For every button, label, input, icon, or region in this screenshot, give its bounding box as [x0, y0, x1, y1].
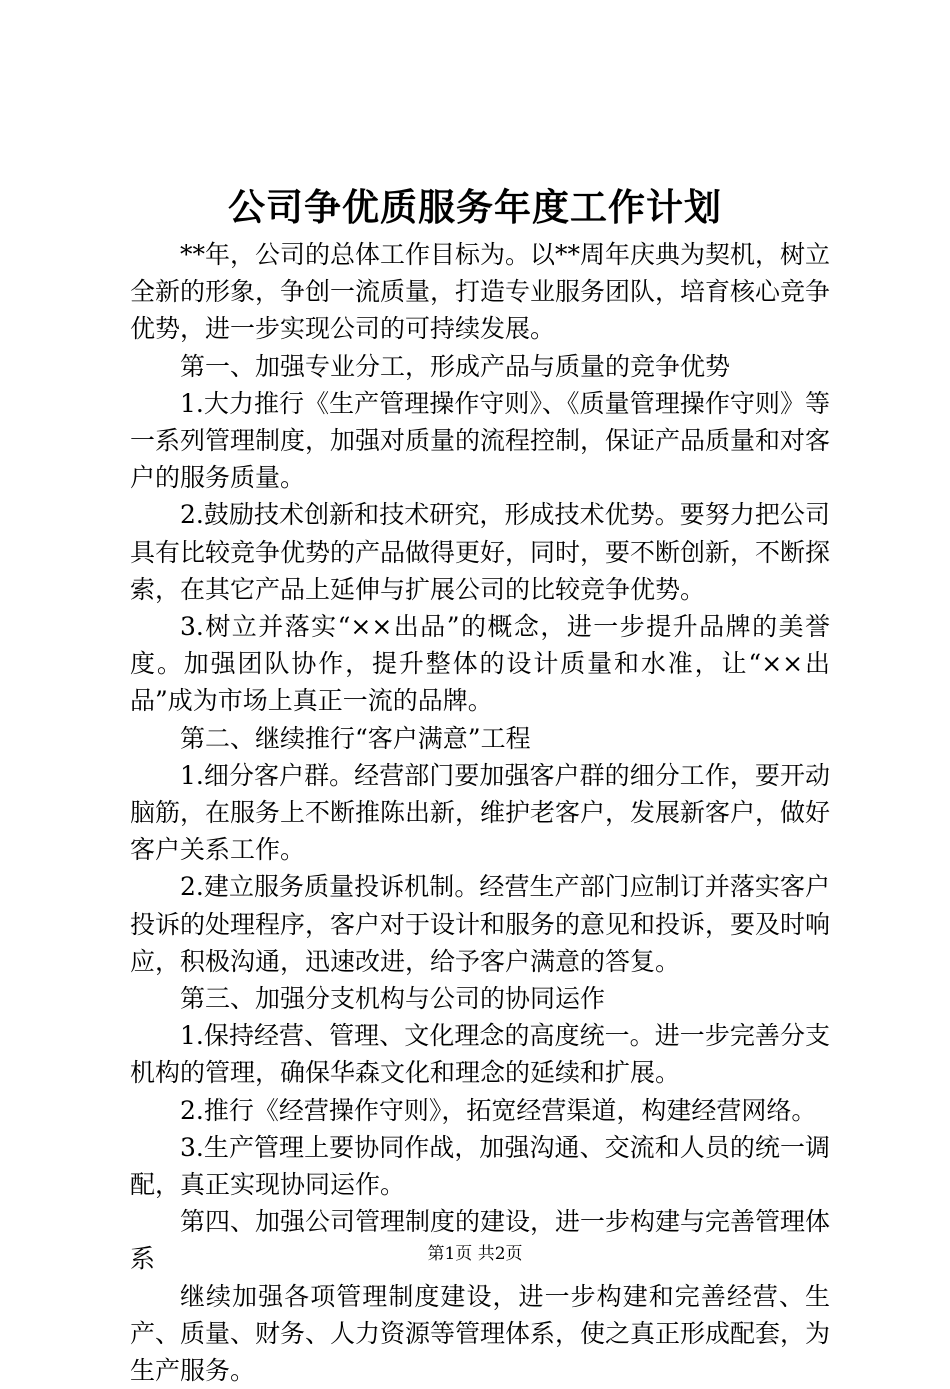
document-title: 公司争优质服务年度工作计划	[228, 185, 722, 229]
paragraph-1-1: 1.大力推行《生产管理操作守则》、《质量管理操作守则》等一系列管理制度，加强对质量的流程控制，保证产品质量和对客户的服务质量。	[130, 388, 831, 493]
paragraph-4-1: 继续加强各项管理制度建设，进一步构建和完善经营、生产、质量、财务、人力资源等管理体系，使之真正形成配套，为生产服务。	[130, 1281, 831, 1386]
section-heading-1: 第一、加强专业分工，形成产品与质量的竞争优势	[180, 351, 731, 381]
document-body	[130, 236, 830, 1389]
paragraph-2-2: 2.建立服务质量投诉机制。经营生产部门应制订并落实客户投诉的处理程序，客户对于设计和服务的意见和投诉，要及时响应，积极沟通，迅速改进，给予客户满意的答复。	[130, 872, 831, 976]
paragraph-1-2: 2.鼓励技术创新和技术研究，形成技术优势。要努力把公司具有比较竞争优势的产品做得更好，同时，要不断创新，不断探索，在其它产品上延伸与扩展公司的比较竞争优势。	[130, 500, 831, 604]
section-heading-4: 第四、加强公司管理制度的建设，进一步构建与完善管理体系	[130, 1207, 831, 1274]
paragraph-1-3: 3.树立并落实“××出品”的概念，进一步提升品牌的美誉度。加强团队协作，提升整体的设计质量和水准，让“××出品”成为市场上真正一流的品牌。	[130, 612, 830, 716]
section-heading-2: 第二、继续推行“客户满意”工程	[180, 723, 531, 753]
paragraph-3-1: 1.保持经营、管理、文化理念的高度统一。进一步完善分支机构的管理，确保华森文化和理念的延续和扩展。	[130, 1021, 830, 1088]
paragraph-2-1: 1.细分客户群。经营部门要加强客户群的细分工作，要开动脑筋，在服务上不断推陈出新，维护老客户，发展新客户，做好客户关系工作。	[130, 760, 831, 865]
paragraph-intro: **年，公司的总体工作目标为。以**周年庆典为契机，树立全新的形象，争创一流质量，打造专业服务团队，培育核心竞争优势，进一步实现公司的可持续发展。	[130, 240, 831, 344]
section-heading-3: 第三、加强分支机构与公司的协同运作	[180, 984, 606, 1014]
paragraph-3-3: 3.生产管理上要协同作战，加强沟通、交流和人员的统一调配，真正实现协同运作。	[130, 1132, 830, 1200]
paragraph-3-2: 2.推行《经营操作守则》，拓宽经营渠道，构建经营网络。	[180, 1095, 817, 1125]
page-footer: 第1页 共2页	[427, 1244, 523, 1264]
